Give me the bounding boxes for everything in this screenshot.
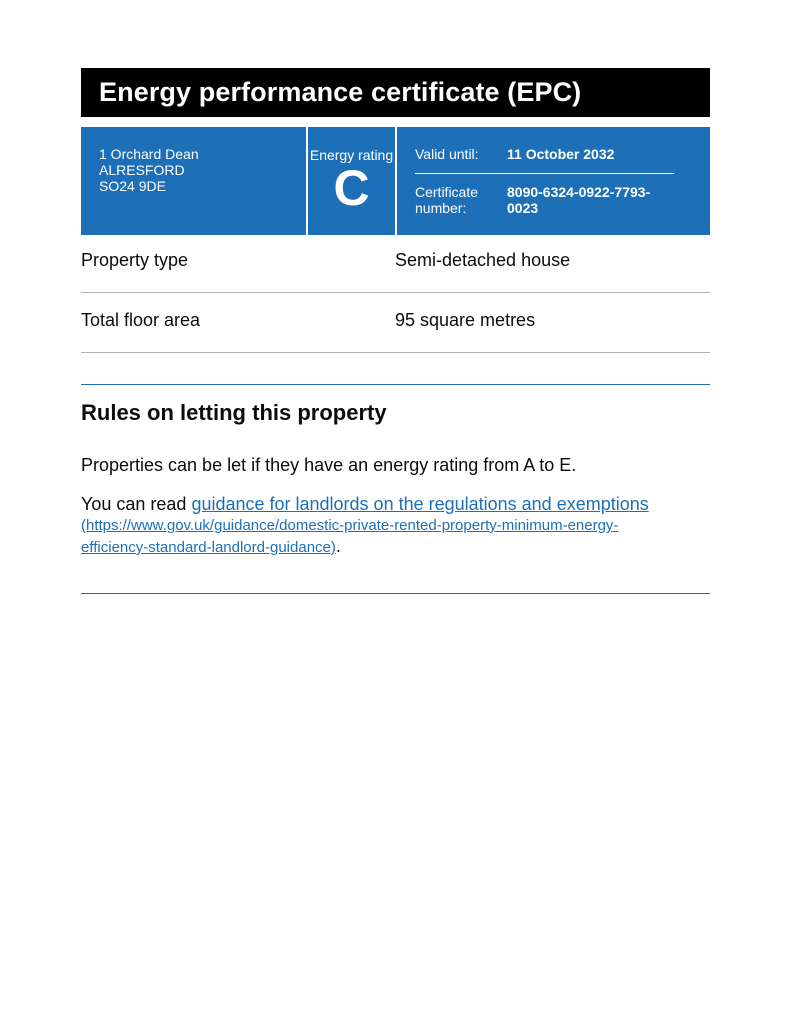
energy-rating-panel [308,127,395,235]
header-bar [81,68,710,117]
summary-value: Semi-detached house [395,250,571,270]
guidance-link[interactable]: guidance for landlords on the regulations and exemptions [191,494,649,514]
valid-until-row [415,146,710,162]
energy-rating-label: Energy rating [309,147,394,163]
page-title: Energy performance certificate (EPC) [99,77,582,107]
summary-label: Total floor area [81,310,201,330]
certificate-number-value [507,184,650,216]
certificate-number-label-line-1: Certificate [415,184,479,200]
guidance-suffix: . [335,536,341,556]
energy-rating-letter: C [333,160,370,216]
rules-heading: Rules on letting this property [81,400,387,425]
guidance-url-line-2: efficiency-standard-landlord-guidance) [81,539,336,556]
section-divider-top [81,384,710,385]
section-divider-bottom [81,593,710,594]
address-line-1: 1 Orchard Dean [99,146,199,162]
summary-row-property-type [81,250,710,293]
address-panel [81,127,306,235]
guidance-url-link[interactable] [81,517,618,556]
summary-row-floor-area [81,310,710,353]
address-line-3: SO24 9DE [99,178,166,194]
certificate-details-panel [397,127,710,235]
address-line-2: ALRESFORD [99,162,185,178]
certificate-number-value-line-1: 8090-6324-0922-7793- [507,184,651,200]
certificate-number-value-line-2: 0023 [507,200,539,216]
guidance-paragraph [81,494,710,558]
valid-until-label: Valid until: [415,146,479,162]
valid-until-value: 11 October 2032 [507,146,615,162]
certificate-number-row [415,184,710,216]
summary-value: 95 square metres [395,310,536,330]
guidance-url-line-1: (https://www.gov.uk/guidance/domestic-private-rented-property-minimum-energy- [81,517,619,534]
certificate-number-label [415,184,507,216]
details-divider [415,173,674,174]
guidance-prefix: You can read [81,494,192,514]
summary-label: Property type [81,250,189,270]
certificate-number-label-line-2: number: [415,200,467,216]
rules-paragraph: Properties can be let if they have an energy rating from A to E. [81,455,577,475]
